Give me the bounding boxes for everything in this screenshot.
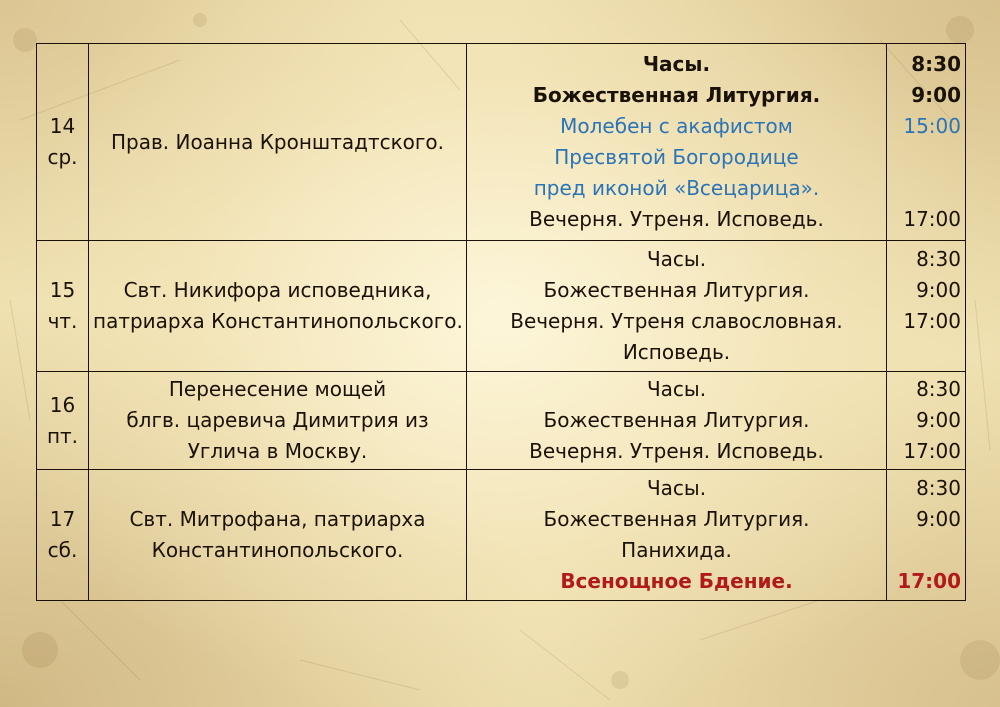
service-time: 8:30 — [916, 476, 961, 500]
service-time: 17:00 — [903, 309, 961, 333]
schedule-body — [37, 44, 966, 601]
service-time: 9:00 — [911, 83, 961, 107]
schedule-table — [36, 43, 966, 601]
service-line: Часы. — [646, 247, 707, 271]
date-cell — [37, 470, 89, 601]
service-line: Вечерня. Утреня. Исповедь. — [529, 439, 824, 463]
weekday: сб. — [47, 538, 78, 562]
schedule-row — [37, 44, 966, 241]
feast-line: Перенесение мощей — [168, 377, 387, 401]
service-time — [891, 535, 961, 566]
feast-line: Свт. Никифора исповедника, — [123, 278, 432, 302]
service-line: Божественная Литургия. — [532, 83, 821, 107]
times-cell — [887, 470, 966, 601]
services-cell — [467, 44, 887, 241]
service-line: Вечерня. Утреня славословная. — [510, 309, 843, 333]
date-cell — [37, 241, 89, 372]
feast-cell — [89, 470, 467, 601]
service-time — [891, 173, 961, 204]
service-line: пред иконой «Всецарица». — [533, 176, 820, 200]
feast-line: патриарха Константинопольского. — [93, 309, 463, 333]
service-time: 15:00 — [903, 114, 961, 138]
service-line: Божественная Литургия. — [543, 408, 810, 432]
times-cell — [887, 44, 966, 241]
service-time: 8:30 — [911, 52, 961, 76]
service-time: 17:00 — [903, 207, 961, 231]
service-line: Панихида. — [621, 538, 732, 562]
times-cell — [887, 241, 966, 372]
service-line: Всенощное Бдение. — [560, 569, 793, 593]
times-cell — [887, 372, 966, 470]
weekday: чт. — [47, 309, 78, 333]
feast-line: Свт. Митрофана, патриарха — [129, 507, 426, 531]
service-line: Исповедь. — [622, 340, 731, 364]
services-cell — [467, 372, 887, 470]
service-line: Молебен с акафистом — [560, 114, 793, 138]
date-cell — [37, 372, 89, 470]
feast-cell — [89, 241, 467, 372]
service-time: 8:30 — [916, 247, 961, 271]
service-line: Пресвятой Богородице — [554, 145, 799, 169]
service-time: 17:00 — [903, 439, 961, 463]
services-cell — [467, 241, 887, 372]
service-time: 9:00 — [916, 507, 961, 531]
service-line: Часы. — [646, 476, 707, 500]
date-cell — [37, 44, 89, 241]
day-number: 17 — [49, 507, 76, 531]
feast-line: Углича в Москву. — [187, 439, 368, 463]
feast-line: Константинопольского. — [151, 538, 404, 562]
schedule-row — [37, 372, 966, 470]
services-cell — [467, 470, 887, 601]
schedule-row — [37, 470, 966, 601]
service-line: Часы. — [646, 377, 707, 401]
schedule-row — [37, 241, 966, 372]
day-number: 15 — [49, 278, 76, 302]
service-time: 8:30 — [916, 377, 961, 401]
day-number: 16 — [49, 392, 76, 417]
service-time: 9:00 — [916, 408, 961, 432]
service-time: 17:00 — [897, 569, 961, 593]
service-line: Вечерня. Утреня. Исповедь. — [529, 207, 824, 231]
feast-cell — [89, 372, 467, 470]
day-number: 14 — [49, 114, 76, 138]
service-time — [891, 142, 961, 173]
weekday: пт. — [46, 423, 79, 448]
feast-cell — [89, 44, 467, 241]
service-time: 9:00 — [916, 278, 961, 302]
service-line: Божественная Литургия. — [543, 278, 810, 302]
feast-line: Прав. Иоанна Кронштадтского. — [110, 129, 445, 154]
service-time — [891, 337, 961, 368]
feast-line: блгв. царевича Димитрия из — [126, 408, 429, 432]
weekday: ср. — [47, 145, 78, 169]
service-line: Часы. — [642, 52, 711, 76]
service-line: Божественная Литургия. — [543, 507, 810, 531]
